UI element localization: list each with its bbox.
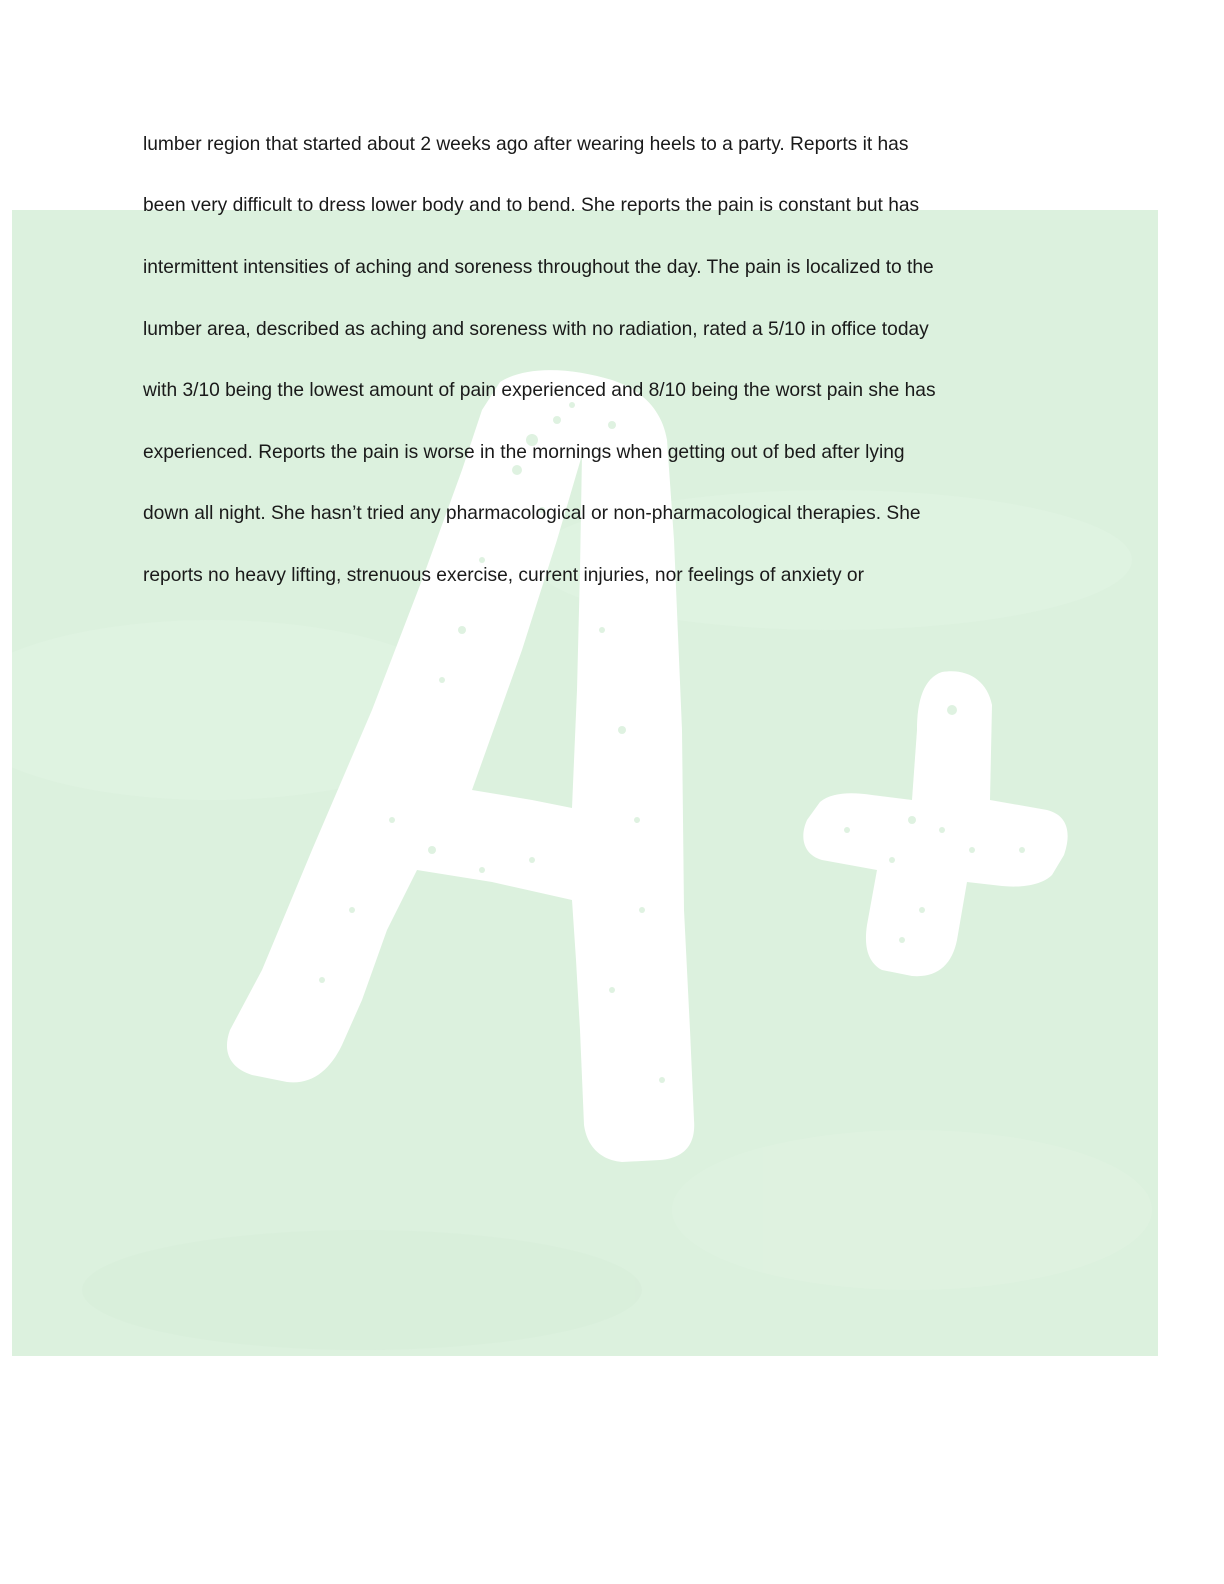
text-line: been very difficult to dress lower body and to bend. She reports the pain is constant but has xyxy=(143,195,920,217)
plus-glyph xyxy=(803,671,1067,976)
text-line: intermittent intensities of aching and soreness throughout the day. The pain is localized to the xyxy=(143,256,934,278)
text-line: lumber area, described as aching and soreness with no radiation, rated a 5/10 in office today xyxy=(143,318,929,340)
text-line: experienced. Reports the pain is worse in the mornings when getting out of bed after lying xyxy=(143,441,905,463)
text-line: with 3/10 being the lowest amount of pain experienced and 8/10 being the worst pain she has xyxy=(143,380,936,402)
text-line: lumber region that started about 2 weeks ago after wearing heels to a party. Reports it has xyxy=(143,133,909,155)
text-line: down all night. She hasn’t tried any pharmacological or non-pharmacological therapies. She xyxy=(143,503,921,525)
hpi-paragraph xyxy=(143,99,1063,623)
text-line: reports no heavy lifting, strenuous exercise, current injuries, nor feelings of anxiety or xyxy=(143,564,864,586)
